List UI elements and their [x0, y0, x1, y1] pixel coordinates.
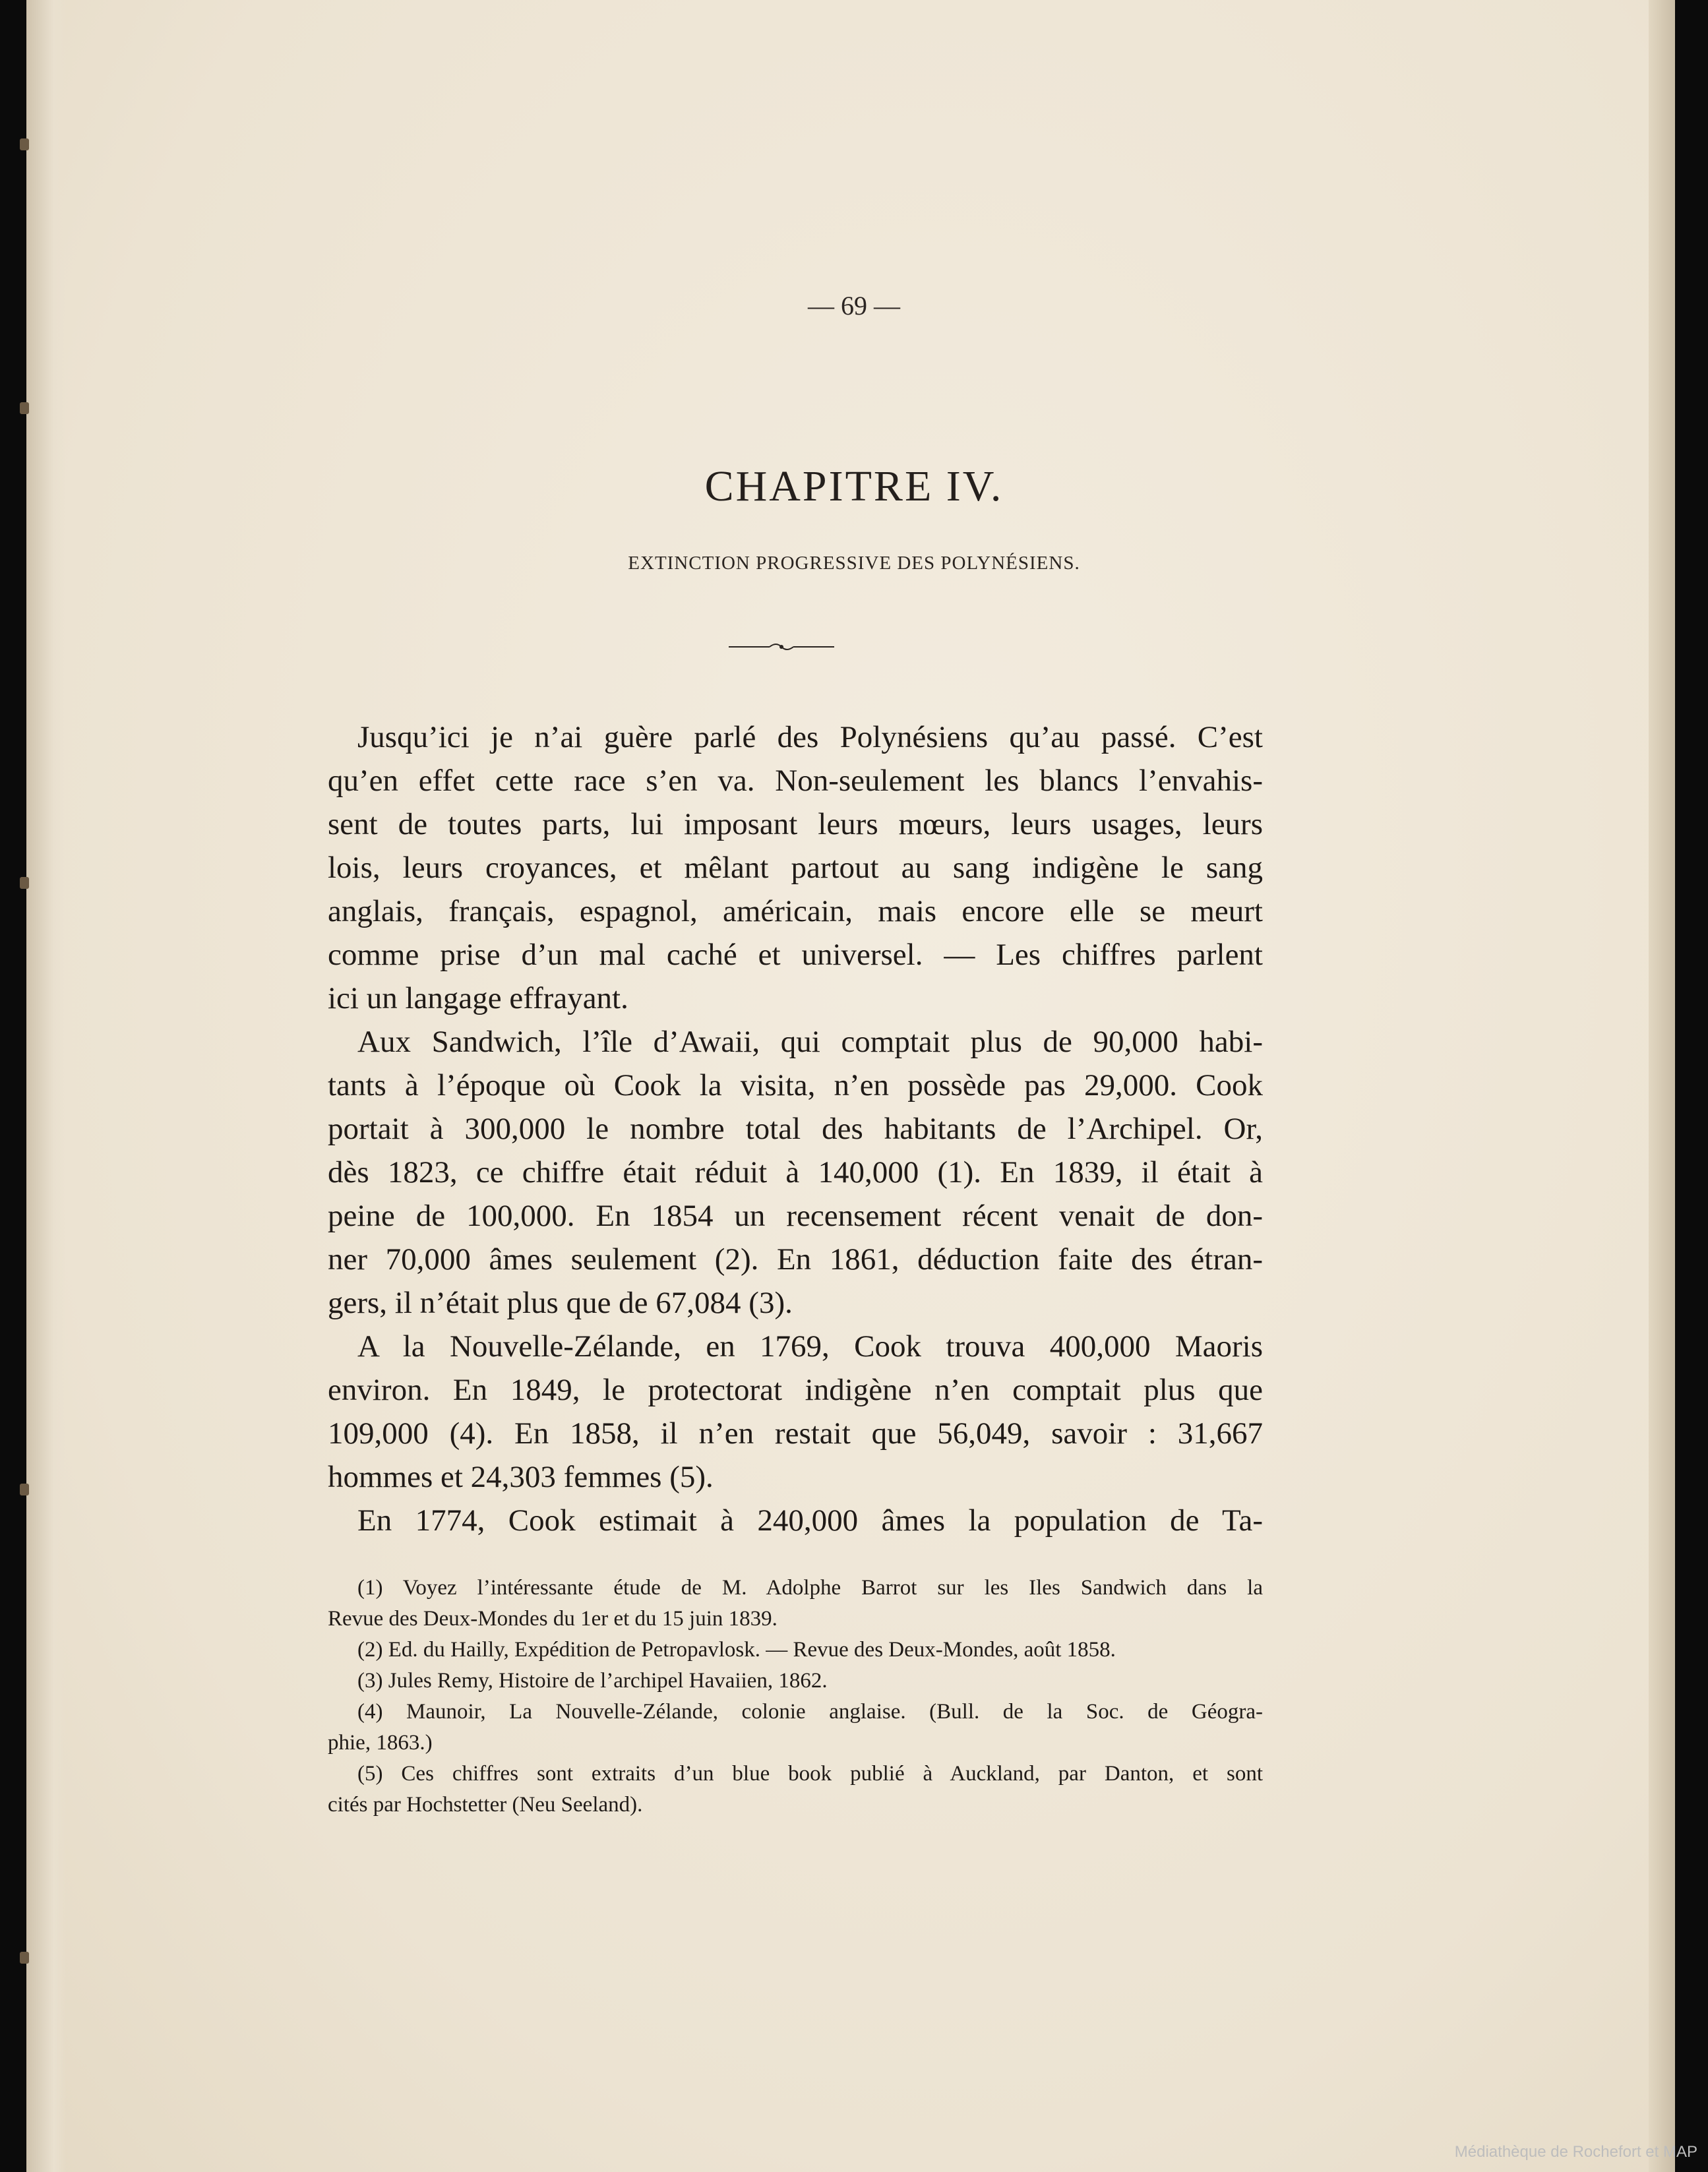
body-line: sent de toutes parts, lui imposant leurs mœurs, leurs usages, leurs: [328, 807, 1263, 841]
body-line: 109,000 (4). En 1858, il n’en restait que 56,049, savoir : 31,667: [328, 1416, 1263, 1451]
chapter-title: CHAPITRE IV.: [704, 462, 1004, 510]
body-line: Aux Sandwich, l’île d’Awaii, qui comptait plus de 90,000 habi-: [357, 1025, 1263, 1059]
body-line: tants à l’époque où Cook la visita, n’en possède pas 29,000. Cook: [328, 1068, 1263, 1102]
binding-stitch-mark: [20, 877, 29, 889]
page-edge: [1649, 0, 1675, 2172]
footnote-line: phie, 1863.): [328, 1731, 433, 1755]
body-line: A la Nouvelle-Zélande, en 1769, Cook trouva 400,000 Maoris: [357, 1329, 1263, 1364]
body-line: dès 1823, ce chiffre était réduit à 140,000 (1). En 1839, il était à: [328, 1155, 1263, 1190]
footnotes: [328, 1573, 1263, 1821]
body-line: anglais, français, espagnol, américain, mais encore elle se meurt: [328, 894, 1263, 928]
body-line: portait à 300,000 le nombre total des habitants de l’Archipel. Or,: [328, 1112, 1263, 1146]
body-line: ner 70,000 âmes seulement (2). En 1861, déduction faite des étran-: [328, 1242, 1263, 1277]
page-number: — 69 —: [808, 291, 900, 320]
body-text: [328, 715, 1263, 1542]
body-line: ici un langage effrayant.: [328, 981, 628, 1015]
footnote-line: (3) Jules Remy, Histoire de l’archipel Havaiien, 1862.: [357, 1669, 828, 1693]
body-line: hommes et 24,303 femmes (5).: [328, 1460, 714, 1494]
body-line: Jusqu’ici je n’ai guère parlé des Polynésiens qu’au passé. C’est: [357, 720, 1263, 754]
binding-stitch-mark: [20, 1952, 29, 1964]
ornament-divider-icon: [729, 640, 834, 654]
body-line: gers, il n’était plus que de 67,084 (3).: [328, 1286, 793, 1320]
footnote-line: (5) Ces chiffres sont extraits d’un blue book publié à Auckland, par Danton, et sont: [357, 1762, 1263, 1786]
footnote-line: cités par Hochstetter (Neu Seeland).: [328, 1793, 643, 1817]
footnote-line: (4) Maunoir, La Nouvelle-Zélande, colonie anglaise. (Bull. de la Soc. de Géogra-: [357, 1700, 1263, 1724]
footnote-line: (2) Ed. du Hailly, Expédition de Petropavlosk. — Revue des Deux-Mondes, août 1858.: [357, 1638, 1116, 1662]
body-line: lois, leurs croyances, et mêlant partout au sang indigène le sang: [328, 851, 1263, 885]
binding-stitch-mark: [20, 138, 29, 150]
footnote-line: (1) Voyez l’intéressante étude de M. Adolphe Barrot sur les Iles Sandwich dans la: [357, 1576, 1263, 1600]
image-credit: Médiathèque de Rochefort et MAP: [1454, 2143, 1697, 2161]
body-line: qu’en effet cette race s’en va. Non-seulement les blancs l’envahis-: [328, 764, 1263, 798]
binding-stitch-mark: [20, 1484, 29, 1495]
page-gutter: [26, 0, 66, 2172]
body-line: peine de 100,000. En 1854 un recensement récent venait de don-: [328, 1199, 1263, 1233]
footnote-line: Revue des Deux-Mondes du 1er et du 15 juin 1839.: [328, 1607, 778, 1631]
body-line: En 1774, Cook estimait à 240,000 âmes la population de Ta-: [357, 1503, 1263, 1538]
body-line: environ. En 1849, le protectorat indigène n’en comptait plus que: [328, 1373, 1263, 1407]
body-line: comme prise d’un mal caché et universel. — Les chiffres parlent: [328, 938, 1263, 972]
binding-stitch-mark: [20, 402, 29, 414]
chapter-subtitle: EXTINCTION PROGRESSIVE DES POLYNÉSIENS.: [628, 553, 1080, 574]
